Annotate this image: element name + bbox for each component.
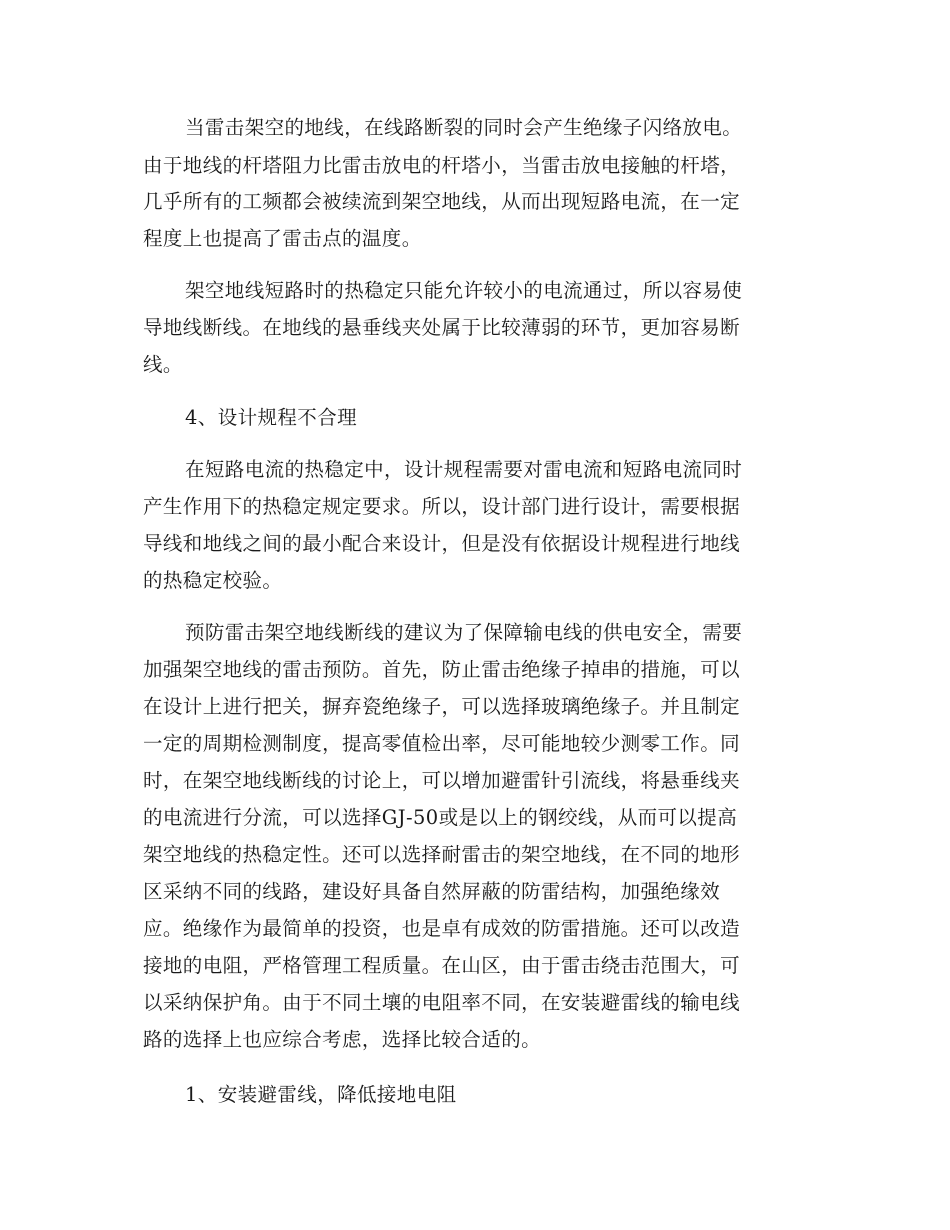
paragraph-3-line-4: 的热稳定校验。 — [143, 569, 283, 592]
paragraph-4-line-12: 路的选择上也应综合考虑，选择比较合适的。 — [143, 1028, 542, 1051]
paragraph-3-line-1: 在短路电流的热稳定中，设计规程需要对雷电流和短路电流同时 — [185, 458, 743, 481]
paragraph-3-line-2: 产生作用下的热稳定规定要求。所以，设计部门进行设计，需要根据 — [143, 495, 741, 518]
paragraph-4-line-5: 时，在架空地线断线的讨论上，可以增加避雷针引流线，将悬垂线夹 — [143, 769, 741, 792]
paragraph-3-line-3: 导线和地线之间的最小配合来设计，但是没有依据设计规程进行地线 — [143, 532, 741, 555]
paragraph-2-line-2: 导地线断线。在地线的悬垂线夹处属于比较薄弱的环节，更加容易断 — [143, 316, 741, 339]
paragraph-1-line-4: 程度上也提高了雷击点的温度。 — [143, 227, 422, 250]
paragraph-4-line-9: 应。绝缘作为最简单的投资，也是卓有成效的防雷措施。还可以改造 — [143, 917, 741, 940]
paragraph-4-line-4: 一定的周期检测制度，提高零值检出率，尽可能地较少测零工作。同 — [143, 732, 741, 755]
paragraph-4-line-2: 加强架空地线的雷击预防。首先，防止雷击绝缘子掉串的措施，可以 — [143, 658, 741, 681]
paragraph-4-line-3: 在设计上进行把关，摒弃瓷绝缘子，可以选择玻璃绝缘子。并且制定 — [143, 695, 741, 718]
paragraph-1-line-2: 由于地线的杆塔阻力比雷击放电的杆塔小，当雷击放电接触的杆塔， — [143, 154, 741, 177]
paragraph-4-line-8: 区采纳不同的线路，建设好具备自然屏蔽的防雷结构，加强绝缘效 — [143, 880, 721, 903]
paragraph-2-line-3: 线。 — [143, 353, 183, 376]
section-heading-4: 4、设计规程不合理 — [185, 406, 358, 429]
paragraph-4-line-11: 以采纳保护角。由于不同土壤的电阻率不同，在安装避雷线的输电线 — [143, 991, 741, 1014]
paragraph-4-line-6: 的电流进行分流，可以选择GJ-50或是以上的钢绞线，从而可以提高 — [143, 806, 738, 829]
paragraph-4-line-1: 预防雷击架空地线断线的建议为了保障输电线的供电安全，需要 — [185, 621, 743, 644]
paragraph-4-line-10: 接地的电阻，严格管理工程质量。在山区，由于雷击绕击范围大，可 — [143, 954, 741, 977]
paragraph-1-line-3: 几乎所有的工频都会被续流到架空地线，从而出现短路电流，在一定 — [143, 190, 741, 213]
paragraph-2-line-1: 架空地线短路时的热稳定只能允许较小的电流通过，所以容易使 — [185, 279, 743, 302]
paragraph-4-line-7: 架空地线的热稳定性。还可以选择耐雷击的架空地线，在不同的地形 — [143, 843, 741, 866]
section-heading-1: 1、安装避雷线，降低接地电阻 — [185, 1083, 457, 1106]
paragraph-1-line-1: 当雷击架空的地线，在线路断裂的同时会产生绝缘子闪络放电。 — [185, 116, 743, 139]
